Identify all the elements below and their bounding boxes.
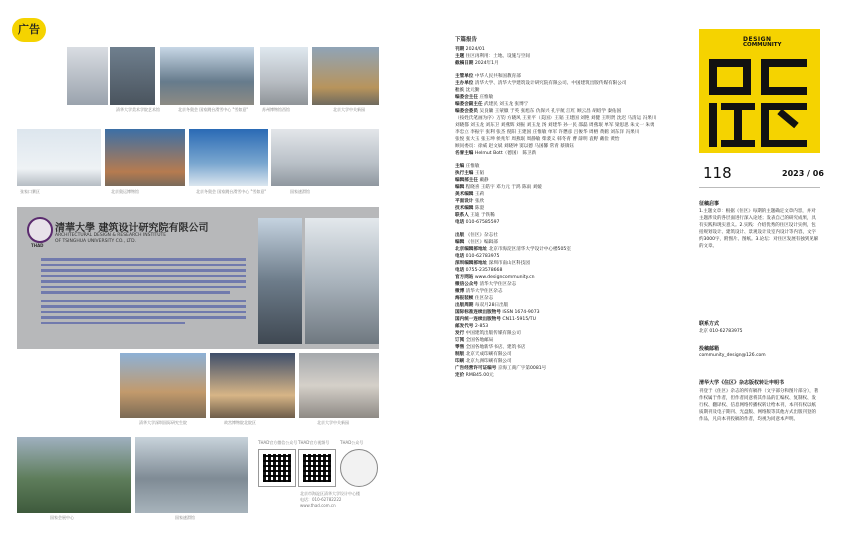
contact-title: 联系方式 (699, 321, 720, 327)
copyright-text: 刊登于《住区》杂志的所有稿件（文字部分和图片部分），著作权属于作者，但作者同意将其作品的汇编权、复制权、发行权、翻译权、信息网络传播权转让给本刊，本刊有权以纸质期刊及电子期刊、光盘版、网络版等其他方式出版刊登的作品，凡向本刊投稿的作者，均视为同意本声明。 (699, 389, 819, 422)
masthead-label: 海报装帧 (455, 296, 474, 301)
masthead-label: 联系人 (455, 213, 469, 218)
masthead-line (455, 309, 670, 316)
masthead-value: 北京天成印刷有限公司 (465, 352, 512, 357)
masthead-value: 王莉 (474, 192, 485, 197)
masthead-line (455, 136, 670, 143)
photo-building-1 (67, 47, 108, 105)
masthead-value: 全国各地新华书店、建筑书店 (465, 345, 526, 350)
photo-caption: 国家会展中心 (50, 515, 74, 520)
masthead-label: 编辑 (455, 185, 465, 190)
masthead-label: 社长 (455, 88, 465, 93)
photo-building-3 (160, 47, 254, 105)
masthead-line (455, 232, 670, 239)
photo-building-5 (312, 47, 379, 105)
masthead-value: 2024/01 (465, 47, 485, 52)
masthead-value: 刘晓都 刘玉龙 刘东卫 刘燕辉 刘振 刘玉龙 汤 刘建华 孙一民 邵磊 周燕珉 单军 梁思思 朱文一 朱勇 (455, 123, 655, 128)
masthead-value: 清华大学、清华大学建筑设计研究院有限公司、中国建筑出版传媒有限公司 (474, 81, 627, 86)
photo-stadium (105, 129, 185, 186)
photo-ski-jump (17, 129, 101, 186)
masthead-line (455, 163, 670, 170)
photo-caption: 张家口赛区 (20, 189, 40, 194)
masthead-line (455, 267, 670, 274)
masthead-line (455, 281, 670, 288)
masthead-label: 印刷 (455, 359, 465, 364)
masthead-value: 戴静 (479, 178, 489, 183)
masthead-label: 电话 (455, 220, 465, 225)
masthead-label: 刊期 (455, 47, 465, 52)
masthead-line (455, 316, 670, 323)
masthead-line (455, 150, 670, 157)
masthead-line (455, 80, 670, 87)
masthead-line (455, 87, 670, 94)
university-seal-icon (27, 217, 53, 243)
masthead-line (455, 351, 670, 358)
masthead-label: 主管单位 (455, 74, 474, 79)
photo-caption: 苏州博物馆西馆 (262, 107, 290, 112)
photo-building-2 (110, 47, 155, 105)
divider (699, 187, 820, 188)
masthead-value: ISSN 1674-9073 (502, 310, 540, 315)
photo-aerial-city (299, 353, 379, 418)
masthead-line (455, 372, 670, 379)
masthead-label: 电话 (455, 268, 465, 273)
qr-code-icon (258, 449, 296, 487)
masthead-line (455, 344, 670, 351)
masthead-line (455, 46, 670, 53)
photo-caption: 北京冬奥会 国家跳台滑雪中心 "雪如意" (178, 107, 249, 112)
masthead-value: 《住区》杂志社 (465, 233, 498, 238)
masthead-value: 庄惟敏 (479, 95, 494, 100)
masthead-value: 庄惟敏 (465, 164, 480, 169)
masthead-value: 010-62783975 (465, 254, 500, 259)
company-name-cn: 清華大學 建筑设计研究院有限公司 (55, 223, 209, 234)
masthead-value: 中国建筑出版传媒有限公司 (465, 331, 521, 336)
masthead-value: 《住区》编辑部 (465, 240, 498, 245)
masthead-line (455, 143, 670, 150)
masthead-value: 沈元勤 (465, 88, 480, 93)
masthead-label: 编辑 (455, 240, 465, 245)
qr-code-icon (298, 449, 336, 487)
masthead-value: 中华人民共和国教育部 (474, 74, 521, 79)
masthead-line (455, 365, 670, 372)
masthead-value: Helmut Bott（德国） 陈卫新 (474, 151, 537, 156)
masthead-value: 住区再利用：土地、设施与空间 (465, 54, 530, 59)
photo-caption: 故宫博物院北院区 (224, 420, 256, 425)
masthead-value: （按姓氏笔画为序）万钧 方晓风 王亚平（美国）王韬 王建国 刘艳 刘健 王明贤 沈迟 马清运 冯果川 (455, 116, 657, 121)
company-name-en-2: OF TSINGHUA UNIVERSITY CO., LTD. (55, 239, 137, 244)
masthead-line (455, 94, 670, 101)
masthead-label: 主题 (455, 54, 465, 59)
masthead-label: 编委会委员 (455, 109, 478, 114)
masthead-value: 010-67585597 (465, 220, 500, 225)
issue-number: 118 (703, 164, 732, 182)
masthead-value: 清华大学住区杂志 (465, 289, 503, 294)
masthead-label: 国际标准连续出版物号 (455, 310, 501, 315)
masthead-label: 编辑部主任 (455, 178, 478, 183)
masthead-value: 王迪 于铁稀 (470, 213, 495, 218)
masthead-line (455, 219, 670, 226)
masthead-value: 2-853 (474, 324, 489, 329)
masthead-line (455, 253, 670, 260)
masthead-line (455, 323, 670, 330)
photo-caption: 国家速滑馆 (290, 189, 310, 194)
logo-abbr: THAD (31, 243, 44, 248)
masthead-line (455, 73, 670, 80)
masthead-value: 顾问委员：徐威 赵文斌 刘晓钟 窦以德 马国馨 常青 蔡镇钰 (455, 144, 575, 149)
masthead-label: 名誉主编 (455, 151, 474, 156)
masthead-label: 广告经营许可证编号 (455, 366, 497, 371)
masthead-label: 执行主编 (455, 171, 474, 176)
brand-line-1: DESIGN (743, 36, 772, 43)
masthead-label: 定价 (455, 373, 465, 378)
photo-caption: 北京冬奥会 国家跳台滑雪中心 "雪如意" (196, 189, 267, 194)
masthead-line (455, 108, 670, 115)
issue-date: 2023 / 06 (782, 169, 824, 178)
brand-line-2: COMMUNITY (743, 42, 782, 48)
masthead-line (455, 53, 670, 60)
qr-caption: THAD官方视频号 (298, 440, 330, 445)
masthead-label: 美术编辑 (455, 192, 474, 197)
masthead-label: 出版周期 (455, 303, 474, 308)
masthead-label: 主办单位 (455, 81, 474, 86)
masthead-line (455, 60, 670, 67)
masthead-line (455, 170, 670, 177)
masthead-label: 平面设计 (455, 199, 474, 204)
photo-tower (258, 218, 302, 344)
masthead-value: 北京市海淀区清华大学设计中心楼505室 (488, 247, 571, 252)
masthead-block (455, 37, 670, 379)
masthead-title: 下篇报告 (455, 37, 478, 43)
company-name-en-1: ARCHITECTURAL DESIGN & RESEARCH INSTITUTE (55, 233, 167, 238)
masthead-value: 北京九洲印刷有限公司 (465, 359, 512, 364)
masthead-value: 深圳市南山区科技园 (488, 261, 530, 266)
masthead-line (455, 129, 670, 136)
masthead-label: 北京编辑部地址 (455, 247, 488, 252)
masthead-label: 深圳编辑部地址 (455, 261, 488, 266)
masthead-line (455, 205, 670, 212)
masthead-label: 邮发代号 (455, 324, 474, 329)
contact-line: www.thad.com.cn (300, 503, 336, 508)
masthead-label: 零售 (455, 345, 465, 350)
masthead-line (455, 184, 670, 191)
masthead-label: 制版 (455, 352, 465, 357)
masthead-line (455, 177, 670, 184)
masthead-line (455, 260, 670, 267)
design-community-logo (699, 29, 820, 153)
photo-caption: 北京奥运博物馆 (111, 189, 139, 194)
qr-caption: THAD公众号 (340, 440, 364, 445)
masthead-value: 吴良镛 王蒙徽 于英 张旭东 仇保兴 孔宇航 江红 顾云昌 胡绍学 秦佑国 (479, 109, 622, 114)
masthead-line (455, 198, 670, 205)
masthead-value: 王韬 (474, 171, 485, 176)
masthead-label: 官方网站 (455, 275, 474, 280)
masthead-line (455, 246, 670, 253)
photo-caption: 北京大学中关新园 (333, 107, 365, 112)
photo-waterfront (135, 437, 248, 513)
masthead-line (455, 295, 670, 302)
masthead-line (455, 101, 670, 108)
masthead-value: 住区杂志 (474, 296, 494, 301)
masthead-line (455, 122, 670, 129)
masthead-value: 张悦 张大玉 张玉坤 侯兆年 周燕珉 周静敏 柴裴义 韩冬青 曹 薛明 袁野 戴俭 黄怡 (455, 137, 620, 142)
qr-caption: THAD官方微信公众号 (258, 440, 298, 445)
photo-ice-venue (189, 129, 268, 186)
photo-aerial-park (17, 437, 131, 513)
masthead-line (455, 274, 670, 281)
masthead-line (455, 191, 670, 198)
masthead-label: 订阅 (455, 338, 465, 343)
contact-line: 北京市海淀区清华大学设计中心楼 (300, 491, 360, 496)
masthead-value: 李忠立 李振宇 张利 张杰 倪阳 王建国 庄惟敏 单军 许懋彦 吕俊华 周榕 黄鹤 刘东洋 冯果川 (455, 130, 640, 135)
masthead-value: www.designcommunity.cn (474, 275, 535, 280)
masthead-value: RMB45.00元 (465, 373, 494, 378)
masthead-label: 出版 (455, 233, 465, 238)
masthead-value: 清华大学住区杂志 (479, 282, 517, 287)
masthead-line (455, 358, 670, 365)
masthead-value: 全国各地邮局 (465, 338, 494, 343)
masthead-label: 国内统一连续出版物号 (455, 317, 501, 322)
thad-logo-icon (340, 449, 378, 487)
masthead-value: 2024年1月 (474, 61, 499, 66)
masthead-line (455, 302, 670, 309)
photo-caption: 国家速滑馆 (175, 515, 195, 520)
photo-caption: 清华大学美术学院艺术馆 (116, 107, 160, 112)
masthead-value: 0755-23578668 (465, 268, 503, 273)
masthead-label: 编委会主任 (455, 95, 478, 100)
masthead-value: 张欣 (474, 199, 485, 204)
masthead-value: 陈澄 (474, 206, 485, 211)
ad-badge: 广告 (12, 18, 46, 42)
masthead-label: 微信公众号 (455, 282, 478, 287)
masthead-line (455, 337, 670, 344)
masthead-label: 主编 (455, 164, 465, 169)
photo-caption: 清华大学深圳国际研究生院 (139, 420, 187, 425)
masthead-lines (455, 46, 670, 379)
photo-caption: 北京大学中关新园 (317, 420, 349, 425)
email-text[interactable]: community_design@126.com (699, 353, 766, 358)
call-for-papers-text: 1.主题文章：根据《住区》每期的主题确定文章内容，并对主题涉及的各层面进行深入论述；发表自己的研究成果，具有实践和现实意义。2.实践：介绍优秀的住区设计实例，包括规划设计、建筑设计、景观设计及室内设计等内容，文字约3000字，附图片、图纸。3.论坛：对住区发展有独到见解的文章。 (699, 209, 819, 249)
masthead-value: 武建民 刘玉龙 张博宁 (484, 102, 529, 107)
copyright-title: 清华大学《住区》杂志版权转让申明书 (699, 380, 785, 386)
masthead-value: 程晓喜 王皓宇 邓力元 于鸿 陈雨 刘媛 (465, 185, 542, 190)
photo-hall (120, 353, 206, 418)
call-for-papers-title: 征稿启事 (699, 201, 720, 207)
masthead-line (455, 288, 670, 295)
photo-museum (271, 129, 379, 186)
masthead-label: 技术编辑 (455, 206, 474, 211)
masthead-label: 微博 (455, 289, 465, 294)
masthead-line (455, 330, 670, 337)
masthead-label: 电话 (455, 254, 465, 259)
masthead-line (455, 239, 670, 246)
contact-line: 电话：010-62782222 (300, 497, 342, 502)
company-intro-paragraph (41, 258, 246, 324)
photo-building-4 (260, 47, 308, 105)
email-title: 投稿邮箱 (699, 346, 720, 352)
masthead-label: 发行 (455, 331, 465, 336)
masthead-label: 截稿日期 (455, 61, 474, 66)
photo-gallery (210, 353, 295, 418)
masthead-value: 每双月28日出版 (474, 303, 509, 308)
masthead-label: 编委会副主任 (455, 102, 483, 107)
masthead-line (455, 212, 670, 219)
contact-text: 北京 010-62783975 (699, 329, 743, 334)
photo-campus (305, 218, 379, 344)
masthead-value: CN11-5915/TU (502, 317, 536, 322)
masthead-value: 京海工商广字第0081号 (497, 366, 547, 371)
masthead-line (455, 115, 670, 122)
